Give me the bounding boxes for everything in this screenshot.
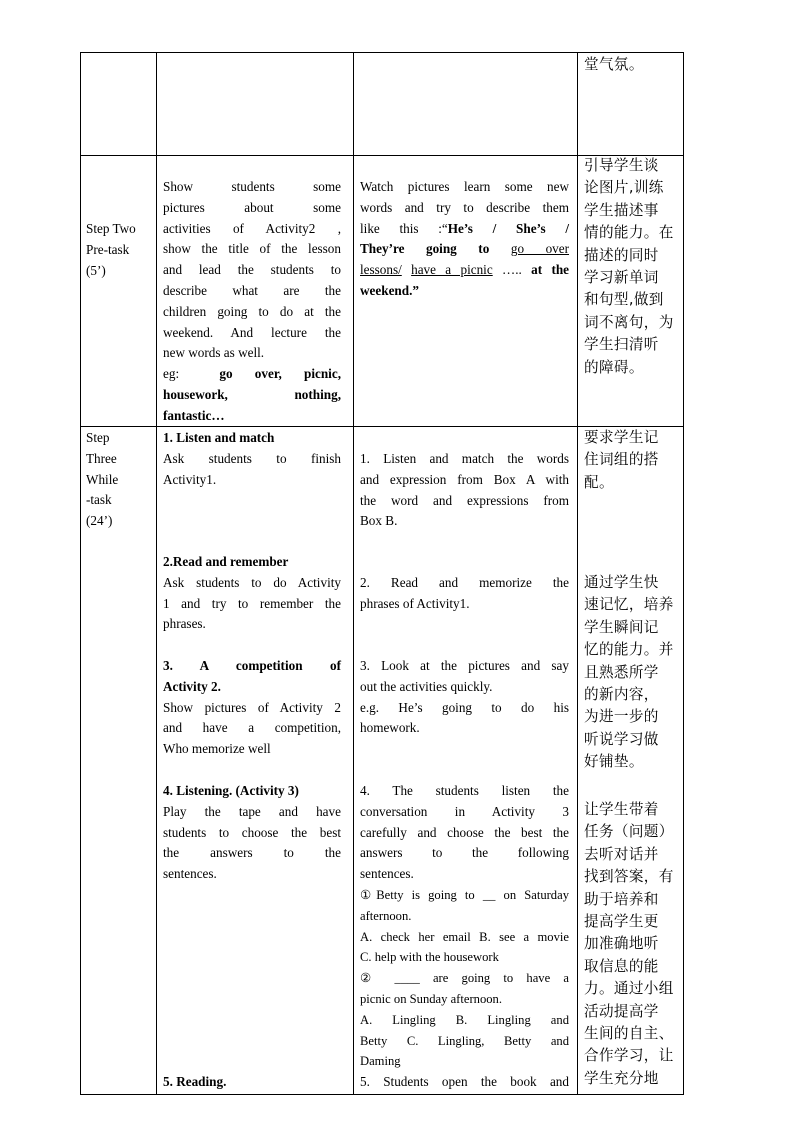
activity3-teacher: [163, 656, 341, 760]
table-border-left: [80, 52, 81, 1095]
student-line: 5. Students open the book and: [360, 1074, 569, 1089]
aims-line: 去听对话并: [584, 845, 659, 863]
student-line: the word and expressions from: [360, 492, 569, 508]
student-line: Watch pictures learn some new: [360, 179, 569, 194]
student-line: [360, 219, 569, 240]
student-line: 1. Listen and match the words: [360, 451, 569, 466]
aims-line: 速记忆，培养: [584, 596, 674, 614]
activity-title: 2.Read and remember: [163, 554, 289, 569]
activity4-aims: [584, 799, 680, 1090]
activity4-student: [360, 781, 569, 1072]
aims-line: 学生瞬间记: [584, 618, 659, 636]
activity-title: Activity 2.: [163, 678, 221, 694]
aims-line: 活动提高学: [584, 1002, 659, 1020]
aims-line: 取信息的能: [584, 957, 659, 975]
step-time: (24’): [86, 513, 113, 529]
aims-line: 让学生带着: [584, 801, 659, 818]
student-line: 2. Read and memorize the: [360, 575, 569, 590]
aims-line: 要求学生记: [584, 429, 659, 446]
activity-title: 3. A competition of: [163, 658, 341, 673]
aims-line: 和句型,做到: [584, 291, 664, 309]
student-line: 3. Look at the pictures and say: [360, 658, 569, 673]
teacher-line: students to choose the best: [163, 824, 341, 840]
teacher-line: pictures about some: [163, 199, 341, 215]
step-stage: While: [86, 471, 119, 487]
aims-line: 学生扫清听: [584, 336, 659, 354]
eg-words: go over, picnic,: [219, 366, 341, 382]
activity2-aims: [584, 572, 680, 774]
teacher-line: Play the tape and have: [163, 803, 341, 819]
sentence-pattern: at the: [531, 262, 570, 278]
teacher-line: Ask students to do Activity: [163, 574, 341, 590]
activity-title: 1. Listen and match: [163, 430, 275, 445]
student-text: like this :“: [360, 220, 448, 236]
teacher-line: weekend. And lecture the: [163, 324, 341, 340]
teacher-line: the answers to the: [163, 845, 341, 861]
eg-line: [163, 364, 341, 385]
aims-line: 助于培养和: [584, 890, 659, 908]
eg-words: housework, nothing,: [163, 386, 341, 402]
underlined-phrase: go over: [510, 241, 570, 257]
aims-line: 论图片,训练: [584, 179, 664, 197]
step-stage: Pre-task: [86, 241, 130, 257]
student-line: 4. The students listen the: [360, 783, 569, 798]
ellipsis: …..: [502, 262, 522, 278]
row1-aims: [584, 155, 680, 379]
teacher-line: Activity1.: [163, 471, 217, 487]
student-line: conversation in Activity 3: [360, 803, 569, 819]
activity-title: 5. Reading.: [163, 1074, 227, 1089]
step-number: Three: [86, 450, 117, 466]
aims-line: 听说学习做: [584, 730, 659, 748]
row1-teacher-activity: [163, 177, 341, 427]
sentence-pattern: They’re going to: [360, 241, 490, 257]
aims-line: 学生充分地: [584, 1069, 659, 1087]
row0-aims-text: 堂气氛。: [584, 56, 644, 73]
student-line: and expression from Box A with: [360, 471, 569, 487]
activity5-student: [360, 1072, 569, 1093]
student-line: carefully and choose the best the: [360, 824, 569, 840]
teacher-line: Show pictures of Activity 2: [163, 699, 341, 715]
student-line: answers to the following: [360, 845, 569, 861]
aims-line: 通过学生快: [584, 574, 659, 591]
aims-line: 力。通过小组: [584, 980, 674, 998]
aims-line: 的障碍。: [584, 358, 644, 376]
teacher-line: Who memorize well: [163, 741, 271, 757]
activity3-student: [360, 656, 569, 739]
activity5-teacher: [163, 1072, 341, 1093]
aims-line: 词不离句，为: [584, 313, 674, 331]
question-2: picnic on Sunday afternoon.: [360, 991, 502, 1006]
step-time: (5’): [86, 262, 106, 278]
activity4-teacher: [163, 781, 341, 885]
question-2-options: Daming: [360, 1054, 401, 1069]
eg-label: eg:: [163, 366, 180, 382]
step-stage: -task: [86, 492, 112, 508]
step-label: Step: [86, 430, 110, 445]
teacher-line: activities of Activity2 ,: [163, 220, 341, 236]
aims-line: 提高学生更: [584, 913, 659, 931]
activity1-student: [360, 449, 569, 532]
table-divider-student: [577, 52, 578, 1095]
teacher-line: and have a competition,: [163, 720, 341, 736]
teacher-line: children going to do at the: [163, 303, 341, 319]
aims-line: 生间的自主、: [584, 1025, 674, 1043]
student-line: [360, 239, 569, 260]
question-1-options: A. check her email B. see a movie: [360, 929, 569, 944]
student-line: phrases of Activity1.: [360, 595, 470, 611]
teacher-line: new words as well.: [163, 345, 265, 361]
aims-line: 情的能力。在: [584, 224, 674, 242]
aims-line: 加准确地听: [584, 935, 659, 953]
question-2: ② ____ are going to have a: [360, 971, 569, 986]
table-divider-teacher: [353, 52, 354, 1095]
aims-line: 合作学习，让: [584, 1047, 674, 1065]
aims-line: 学习新单词: [584, 269, 659, 287]
student-line: words and try to describe them: [360, 199, 569, 215]
aims-line: 好铺垫。: [584, 753, 644, 771]
row1-student-activity: [360, 177, 569, 302]
activity1-teacher: [163, 428, 341, 490]
table-border-right: [683, 52, 684, 1095]
teacher-line: show the title of the lesson: [163, 241, 341, 257]
aims-line: 找到答案，有: [584, 868, 674, 886]
teacher-line: sentences.: [163, 866, 217, 882]
question-2-options: Betty C. Lingling, Betty and: [360, 1033, 569, 1048]
step-label: Step Two: [86, 221, 136, 236]
eg-words: fantastic…: [163, 407, 225, 423]
aims-line: 配。: [584, 473, 614, 491]
student-line: Box B.: [360, 513, 398, 529]
underlined-phrase: have a picnic: [411, 262, 493, 278]
student-line: out the activities quickly.: [360, 678, 493, 694]
activity2-student: [360, 573, 569, 615]
row2-step: [86, 428, 154, 532]
activity2-teacher: [163, 552, 341, 635]
student-line: [360, 260, 569, 281]
question-1: afternoon.: [360, 908, 412, 923]
aims-line: 任务（问题）: [584, 823, 674, 841]
aims-line: 学生描述事: [584, 201, 659, 219]
sentence-pattern: He’s / She’s /: [447, 220, 569, 236]
activity1-aims: [584, 427, 680, 494]
student-line: e.g. He’s going to do his: [360, 699, 569, 715]
aims-line: 忆的能力。并: [584, 641, 674, 659]
question-2-options: A. Lingling B. Lingling and: [360, 1012, 569, 1027]
underlined-phrase: lessons/: [360, 262, 402, 278]
activity-title: 4. Listening. (Activity 3): [163, 783, 299, 798]
aims-line: 描述的同时: [584, 246, 659, 264]
teacher-line: 1 and try to remember the: [163, 595, 341, 611]
aims-line: 引导学生谈: [584, 157, 659, 174]
aims-line: 住词组的搭: [584, 451, 659, 469]
sentence-pattern: weekend.”: [360, 282, 419, 298]
row0-aims: [584, 54, 680, 76]
teacher-line: phrases.: [163, 616, 206, 632]
teacher-line: describe what are the: [163, 282, 341, 298]
row1-step: [86, 219, 154, 281]
aims-line: 的新内容，: [584, 686, 659, 704]
question-1: ①Betty is going to __ on Saturday: [360, 887, 569, 902]
lesson-plan-table: [80, 52, 684, 1095]
question-1-options: C. help with the housework: [360, 950, 499, 965]
student-line: sentences.: [360, 866, 414, 882]
teacher-line: Ask students to finish: [163, 450, 341, 466]
aims-line: 为进一步的: [584, 708, 659, 726]
table-border-top: [80, 52, 684, 53]
table-divider-step: [156, 52, 157, 1095]
aims-line: 且熟悉所学: [584, 663, 659, 681]
student-line: homework.: [360, 720, 420, 736]
table-border-bottom: [80, 1094, 684, 1095]
teacher-line: Show students some: [163, 179, 341, 194]
teacher-line: and lead the students to: [163, 262, 341, 278]
